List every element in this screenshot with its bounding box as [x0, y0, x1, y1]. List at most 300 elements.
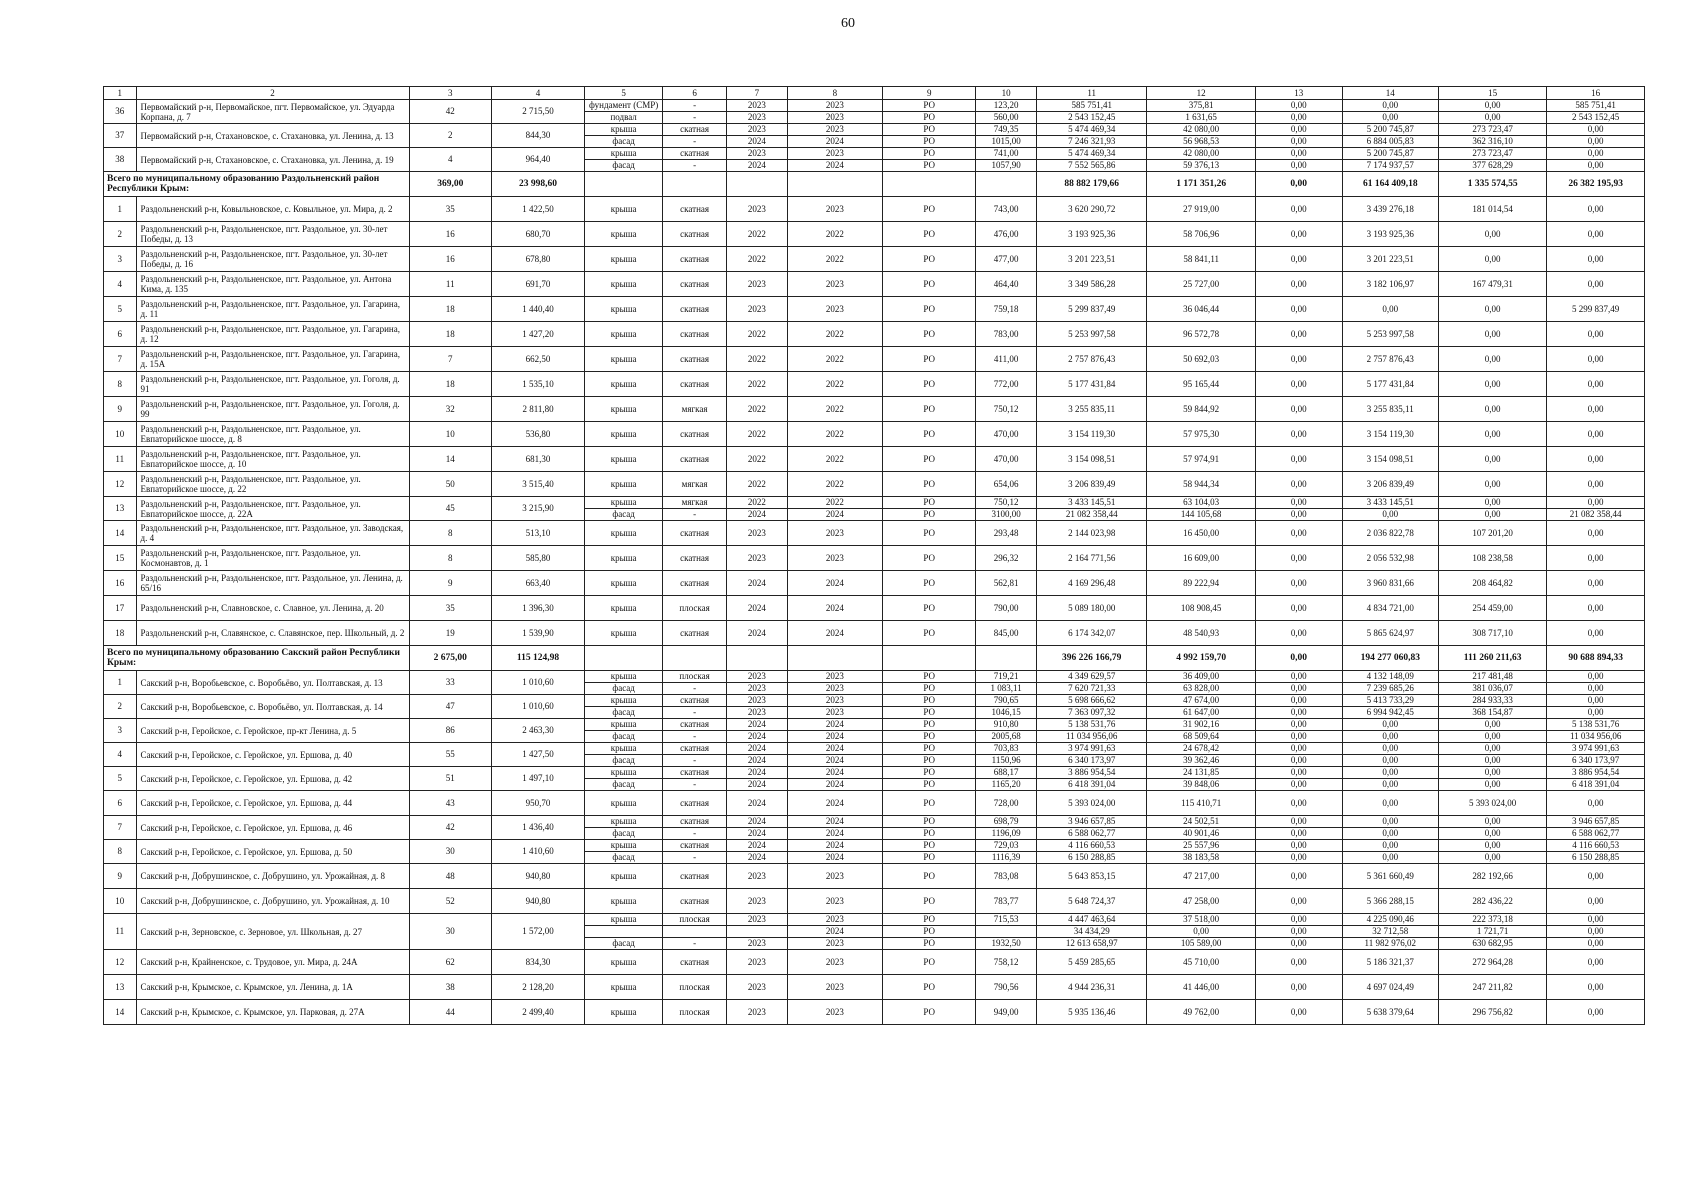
- fund-owners: 0,00: [1547, 975, 1645, 1000]
- plan-year: 2024: [727, 731, 788, 743]
- work-type: крыша: [585, 197, 663, 222]
- area: 698,79: [976, 816, 1037, 828]
- work-type: фасад: [585, 852, 663, 864]
- apartments-count: 35: [409, 596, 491, 621]
- fund-owners: 6 150 288,85: [1547, 852, 1645, 864]
- address: Первомайский р-н, Стахановское, с. Стахановка, ул. Ленина, д. 13: [136, 124, 409, 148]
- executor: РО: [883, 840, 976, 852]
- fund-federal: 0,00: [1255, 397, 1342, 422]
- per-unit-cost: 95 165,44: [1147, 372, 1255, 397]
- table-row: [104, 889, 1645, 914]
- building-area: 2 715,50: [491, 100, 584, 124]
- fund-regional: 3 193 925,36: [1342, 222, 1438, 247]
- plan-year: 2023: [727, 112, 788, 124]
- executor: РО: [883, 596, 976, 621]
- total-cost: 3 154 098,51: [1036, 447, 1147, 472]
- total-cost: 2 144 023,98: [1036, 521, 1147, 546]
- executor: РО: [883, 975, 976, 1000]
- fund-local: 0,00: [1438, 297, 1546, 322]
- work-type: подвал: [585, 112, 663, 124]
- roof-type: -: [663, 938, 727, 950]
- address: Сакский р-н, Геройское, с. Геройское, пр-кт Ленина, д. 5: [136, 719, 409, 743]
- address: Сакский р-н, Добрушинское, с. Добрушино, ул. Урожайная, д. 8: [136, 864, 409, 889]
- total-cost: 6 174 342,07: [1036, 621, 1147, 646]
- plan-year: 2024: [727, 852, 788, 864]
- area: 729,03: [976, 840, 1037, 852]
- work-type: крыша: [585, 247, 663, 272]
- total-label: Всего по муниципальному образованию Сакский район Республики Крым:: [104, 646, 410, 671]
- fund-local: 181 014,54: [1438, 197, 1546, 222]
- apartments-count: 4: [409, 148, 491, 172]
- area: 1932,50: [976, 938, 1037, 950]
- completion-year: 2024: [787, 719, 882, 731]
- area: [976, 926, 1037, 938]
- fund-owners: 21 082 358,44: [1547, 509, 1645, 521]
- fund-federal: 0,00: [1255, 767, 1342, 779]
- work-type: крыша: [585, 546, 663, 571]
- fund-owners: 3 886 954,54: [1547, 767, 1645, 779]
- total-cost: 6 150 288,85: [1036, 852, 1147, 864]
- work-type: крыша: [585, 497, 663, 509]
- fund-local: 0,00: [1438, 840, 1546, 852]
- building-area: 536,80: [491, 422, 584, 447]
- total-cost: 5 089 180,00: [1036, 596, 1147, 621]
- fund-local: 282 436,22: [1438, 889, 1546, 914]
- plan-year: 2024: [727, 840, 788, 852]
- total-cost: 3 255 835,11: [1036, 397, 1147, 422]
- table-body: [104, 87, 1645, 1025]
- fund-regional: 2 757 876,43: [1342, 347, 1438, 372]
- building-area: 1 539,90: [491, 621, 584, 646]
- column-number-cell: 9: [883, 87, 976, 100]
- fund-local: 308 717,10: [1438, 621, 1546, 646]
- completion-year: 2023: [787, 112, 882, 124]
- completion-year: 2023: [787, 683, 882, 695]
- fund-owners: 0,00: [1547, 683, 1645, 695]
- completion-year: 2022: [787, 447, 882, 472]
- work-type: крыша: [585, 975, 663, 1000]
- work-type: крыша: [585, 124, 663, 136]
- apartments-count: 33: [409, 671, 491, 695]
- fund-regional: 0,00: [1342, 509, 1438, 521]
- total-cost: 5 935 136,46: [1036, 1000, 1147, 1025]
- per-unit-cost: 41 446,00: [1147, 975, 1255, 1000]
- total-cost: 5 474 469,34: [1036, 124, 1147, 136]
- area: 296,32: [976, 546, 1037, 571]
- table-row: [104, 272, 1645, 297]
- completion-year: 2022: [787, 397, 882, 422]
- fund-owners: 0,00: [1547, 136, 1645, 148]
- per-unit-cost: 59 844,92: [1147, 397, 1255, 422]
- fund-local: 0,00: [1438, 347, 1546, 372]
- fund-owners: 0,00: [1547, 695, 1645, 707]
- completion-year: 2024: [787, 743, 882, 755]
- address: Раздольненский р-н, Раздольненское, пгт. Раздольное, ул. Гагарина, д. 15А: [136, 347, 409, 372]
- work-type: крыша: [585, 1000, 663, 1025]
- roof-type: скатная: [663, 743, 727, 755]
- fund-federal: 0,00: [1255, 497, 1342, 509]
- fund-federal: 0,00: [1255, 914, 1342, 926]
- executor: РО: [883, 755, 976, 767]
- work-type: крыша: [585, 322, 663, 347]
- building-area: 1 396,30: [491, 596, 584, 621]
- completion-year: 2023: [787, 100, 882, 112]
- per-unit-cost: 25 557,96: [1147, 840, 1255, 852]
- fund-federal: 0,00: [1255, 950, 1342, 975]
- building-area: 662,50: [491, 347, 584, 372]
- fund-local: 222 373,18: [1438, 914, 1546, 926]
- apartments-count: 32: [409, 397, 491, 422]
- area: 750,12: [976, 397, 1037, 422]
- fund-regional: 7 174 937,57: [1342, 160, 1438, 172]
- area: 790,56: [976, 975, 1037, 1000]
- roof-type: скатная: [663, 124, 727, 136]
- work-type: крыша: [585, 272, 663, 297]
- executor: РО: [883, 347, 976, 372]
- row-number: 11: [104, 914, 137, 950]
- plan-year: 2022: [727, 472, 788, 497]
- roof-type: -: [663, 112, 727, 124]
- fund-federal: 0,00: [1255, 571, 1342, 596]
- total-c13: 0,00: [1255, 646, 1342, 671]
- fund-federal: 0,00: [1255, 422, 1342, 447]
- executor: РО: [883, 671, 976, 683]
- area: 743,00: [976, 197, 1037, 222]
- fund-owners: 0,00: [1547, 938, 1645, 950]
- address: Раздольненский р-н, Раздольненское, пгт. Раздольное, ул. Ленина, д. 65/16: [136, 571, 409, 596]
- building-area: 2 463,30: [491, 719, 584, 743]
- per-unit-cost: 24 678,42: [1147, 743, 1255, 755]
- building-area: 663,40: [491, 571, 584, 596]
- per-unit-cost: 47 258,00: [1147, 889, 1255, 914]
- fund-regional: 3 154 119,30: [1342, 422, 1438, 447]
- total-c12: 4 992 159,70: [1147, 646, 1255, 671]
- address: Раздольненский р-н, Раздольненское, пгт. Раздольное, ул. Гоголя, д. 99: [136, 397, 409, 422]
- fund-regional: 5 253 997,58: [1342, 322, 1438, 347]
- building-area: 1 427,20: [491, 322, 584, 347]
- fund-regional: 5 186 321,37: [1342, 950, 1438, 975]
- building-area: 964,40: [491, 148, 584, 172]
- roof-type: плоская: [663, 975, 727, 1000]
- row-number: 9: [104, 397, 137, 422]
- plan-year: 2022: [727, 497, 788, 509]
- plan-year: 2024: [727, 719, 788, 731]
- per-unit-cost: 47 674,00: [1147, 695, 1255, 707]
- fund-federal: 0,00: [1255, 112, 1342, 124]
- work-type: крыша: [585, 596, 663, 621]
- work-type: крыша: [585, 889, 663, 914]
- executor: РО: [883, 222, 976, 247]
- fund-local: 108 238,58: [1438, 546, 1546, 571]
- table-row: [104, 447, 1645, 472]
- fund-owners: 0,00: [1547, 889, 1645, 914]
- fund-local: 0,00: [1438, 397, 1546, 422]
- per-unit-cost: 16 609,00: [1147, 546, 1255, 571]
- roof-type: -: [663, 683, 727, 695]
- fund-regional: 5 200 745,87: [1342, 124, 1438, 136]
- apartments-count: 8: [409, 521, 491, 546]
- building-area: 950,70: [491, 791, 584, 816]
- total-cost: 6 340 173,97: [1036, 755, 1147, 767]
- address: Раздольненский р-н, Раздольненское, пгт. Раздольное, ул. Гоголя, д. 91: [136, 372, 409, 397]
- area: 464,40: [976, 272, 1037, 297]
- table-row: [104, 422, 1645, 447]
- completion-year: 2023: [787, 197, 882, 222]
- apartments-count: 18: [409, 372, 491, 397]
- fund-regional: 0,00: [1342, 112, 1438, 124]
- completion-year: 2022: [787, 247, 882, 272]
- fund-federal: 0,00: [1255, 372, 1342, 397]
- work-type: крыша: [585, 791, 663, 816]
- total-cost: 3 206 839,49: [1036, 472, 1147, 497]
- fund-owners: 0,00: [1547, 914, 1645, 926]
- apartments-count: 19: [409, 621, 491, 646]
- work-type: крыша: [585, 621, 663, 646]
- table-row: [104, 671, 1645, 683]
- row-number: 9: [104, 864, 137, 889]
- column-number-cell: 10: [976, 87, 1037, 100]
- roof-type: мягкая: [663, 497, 727, 509]
- fund-local: 0,00: [1438, 112, 1546, 124]
- fund-federal: 0,00: [1255, 447, 1342, 472]
- fund-owners: 3 946 657,85: [1547, 816, 1645, 828]
- fund-owners: 0,00: [1547, 422, 1645, 447]
- total-cost: 6 418 391,04: [1036, 779, 1147, 791]
- total-c11: 396 226 166,79: [1036, 646, 1147, 671]
- per-unit-cost: 42 080,00: [1147, 148, 1255, 160]
- executor: РО: [883, 852, 976, 864]
- area: 750,12: [976, 497, 1037, 509]
- area: 728,00: [976, 791, 1037, 816]
- plan-year: 2023: [727, 889, 788, 914]
- roof-type: плоская: [663, 1000, 727, 1025]
- roof-type: скатная: [663, 719, 727, 731]
- fund-local: 284 933,33: [1438, 695, 1546, 707]
- row-number: 3: [104, 719, 137, 743]
- total-c16: 90 688 894,33: [1547, 646, 1645, 671]
- plan-year: 2022: [727, 397, 788, 422]
- column-number-row: [104, 87, 1645, 100]
- executor: РО: [883, 322, 976, 347]
- total-c15: 111 260 211,63: [1438, 646, 1546, 671]
- total-c15: 1 335 574,55: [1438, 172, 1546, 197]
- apartments-count: 35: [409, 197, 491, 222]
- total-cost: 3 433 145,51: [1036, 497, 1147, 509]
- empty-cell: [663, 172, 727, 197]
- apartments-count: 55: [409, 743, 491, 767]
- row-number: 18: [104, 621, 137, 646]
- row-number: 38: [104, 148, 137, 172]
- column-number-cell: 13: [1255, 87, 1342, 100]
- completion-year: 2023: [787, 975, 882, 1000]
- total-cost: 5 177 431,84: [1036, 372, 1147, 397]
- row-number: 3: [104, 247, 137, 272]
- fund-federal: 0,00: [1255, 671, 1342, 683]
- fund-regional: 5 865 624,97: [1342, 621, 1438, 646]
- total-cost: 5 393 024,00: [1036, 791, 1147, 816]
- fund-regional: 0,00: [1342, 852, 1438, 864]
- fund-regional: 5 177 431,84: [1342, 372, 1438, 397]
- work-type: фундамент (СМР): [585, 100, 663, 112]
- fund-regional: 0,00: [1342, 779, 1438, 791]
- row-number: 12: [104, 472, 137, 497]
- fund-federal: 0,00: [1255, 347, 1342, 372]
- apartments-count: 47: [409, 695, 491, 719]
- fund-federal: 0,00: [1255, 247, 1342, 272]
- fund-regional: 3 439 276,18: [1342, 197, 1438, 222]
- executor: РО: [883, 695, 976, 707]
- work-type: крыша: [585, 914, 663, 926]
- roof-type: плоская: [663, 914, 727, 926]
- plan-year: 2023: [727, 272, 788, 297]
- fund-local: 0,00: [1438, 816, 1546, 828]
- fund-local: 5 393 024,00: [1438, 791, 1546, 816]
- fund-federal: 0,00: [1255, 975, 1342, 1000]
- per-unit-cost: 25 727,00: [1147, 272, 1255, 297]
- roof-type: скатная: [663, 322, 727, 347]
- completion-year: 2023: [787, 938, 882, 950]
- total-cost: 4 116 660,53: [1036, 840, 1147, 852]
- area: 783,08: [976, 864, 1037, 889]
- address: Раздольненский р-н, Раздольненское, пгт. Раздольное, ул. 30-лет Победы, д. 13: [136, 222, 409, 247]
- roof-type: скатная: [663, 247, 727, 272]
- roof-type: скатная: [663, 889, 727, 914]
- fund-local: 0,00: [1438, 779, 1546, 791]
- address: Раздольненский р-н, Раздольненское, пгт. Раздольное, ул. Антона Кима, д. 135: [136, 272, 409, 297]
- completion-year: 2023: [787, 124, 882, 136]
- fund-local: 0,00: [1438, 767, 1546, 779]
- row-number: 17: [104, 596, 137, 621]
- area: 293,48: [976, 521, 1037, 546]
- fund-local: 107 201,20: [1438, 521, 1546, 546]
- apartments-count: 52: [409, 889, 491, 914]
- completion-year: 2024: [787, 791, 882, 816]
- fund-regional: 4 132 148,09: [1342, 671, 1438, 683]
- fund-regional: 0,00: [1342, 731, 1438, 743]
- fund-federal: 0,00: [1255, 160, 1342, 172]
- area: 790,00: [976, 596, 1037, 621]
- plan-year: 2023: [727, 1000, 788, 1025]
- table-row: [104, 497, 1645, 509]
- plan-year: 2023: [727, 950, 788, 975]
- fund-federal: 0,00: [1255, 816, 1342, 828]
- executor: РО: [883, 160, 976, 172]
- per-unit-cost: 57 975,30: [1147, 422, 1255, 447]
- area: 758,12: [976, 950, 1037, 975]
- plan-year: 2023: [727, 707, 788, 719]
- table-row: [104, 397, 1645, 422]
- fund-federal: 0,00: [1255, 731, 1342, 743]
- per-unit-cost: 89 222,94: [1147, 571, 1255, 596]
- total-cost: 3 201 223,51: [1036, 247, 1147, 272]
- column-number-cell: 1: [104, 87, 137, 100]
- fund-local: 208 464,82: [1438, 571, 1546, 596]
- roof-type: скатная: [663, 372, 727, 397]
- column-number-cell: 11: [1036, 87, 1147, 100]
- row-number: 1: [104, 197, 137, 222]
- fund-federal: 0,00: [1255, 889, 1342, 914]
- building-area: 2 811,80: [491, 397, 584, 422]
- row-number: 16: [104, 571, 137, 596]
- work-type: крыша: [585, 743, 663, 755]
- area: 411,00: [976, 347, 1037, 372]
- fund-federal: 0,00: [1255, 719, 1342, 731]
- completion-year: 2024: [787, 852, 882, 864]
- work-type: крыша: [585, 148, 663, 160]
- fund-regional: 3 255 835,11: [1342, 397, 1438, 422]
- fund-owners: 0,00: [1547, 926, 1645, 938]
- executor: РО: [883, 828, 976, 840]
- area: 1015,00: [976, 136, 1037, 148]
- completion-year: 2023: [787, 521, 882, 546]
- executor: РО: [883, 297, 976, 322]
- completion-year: 2024: [787, 755, 882, 767]
- roof-type: -: [663, 755, 727, 767]
- fund-owners: 0,00: [1547, 447, 1645, 472]
- apartments-count: 14: [409, 447, 491, 472]
- executor: РО: [883, 719, 976, 731]
- row-number: 8: [104, 840, 137, 864]
- table-row: [104, 695, 1645, 707]
- area: 783,77: [976, 889, 1037, 914]
- row-number: 13: [104, 975, 137, 1000]
- area: 772,00: [976, 372, 1037, 397]
- area: 123,20: [976, 100, 1037, 112]
- address: Раздольненский р-н, Раздольненское, пгт. Раздольное, ул. Евпаторийское шоссе, д. 22А: [136, 497, 409, 521]
- roof-type: плоская: [663, 596, 727, 621]
- fund-owners: 0,00: [1547, 497, 1645, 509]
- column-number-cell: 3: [409, 87, 491, 100]
- column-number-cell: 16: [1547, 87, 1645, 100]
- total-cost: 7 620 721,33: [1036, 683, 1147, 695]
- executor: РО: [883, 372, 976, 397]
- total-cost: 5 459 285,65: [1036, 950, 1147, 975]
- per-unit-cost: 56 968,53: [1147, 136, 1255, 148]
- roof-type: скатная: [663, 695, 727, 707]
- fund-regional: 5 638 379,64: [1342, 1000, 1438, 1025]
- roof-type: скатная: [663, 791, 727, 816]
- plan-year: 2023: [727, 100, 788, 112]
- table-row: [104, 791, 1645, 816]
- total-cost: 4 169 296,48: [1036, 571, 1147, 596]
- roof-type: мягкая: [663, 472, 727, 497]
- roof-type: -: [663, 160, 727, 172]
- row-number: 8: [104, 372, 137, 397]
- work-type: крыша: [585, 816, 663, 828]
- plan-year: 2024: [727, 160, 788, 172]
- table-row: [104, 347, 1645, 372]
- work-type: крыша: [585, 422, 663, 447]
- total-cost: 12 613 658,97: [1036, 938, 1147, 950]
- per-unit-cost: 24 502,51: [1147, 816, 1255, 828]
- executor: РО: [883, 864, 976, 889]
- total-cost: 5 253 997,58: [1036, 322, 1147, 347]
- plan-year: 2022: [727, 447, 788, 472]
- executor: РО: [883, 247, 976, 272]
- fund-local: 217 481,48: [1438, 671, 1546, 683]
- total-apartments: 2 675,00: [409, 646, 491, 671]
- completion-year: 2023: [787, 148, 882, 160]
- building-area: 834,30: [491, 950, 584, 975]
- apartments-count: 2: [409, 124, 491, 148]
- fund-local: 247 211,82: [1438, 975, 1546, 1000]
- plan-year: 2024: [727, 791, 788, 816]
- per-unit-cost: 68 509,64: [1147, 731, 1255, 743]
- completion-year: 2024: [787, 509, 882, 521]
- table-row: [104, 596, 1645, 621]
- fund-owners: 0,00: [1547, 864, 1645, 889]
- building-area: 1 410,60: [491, 840, 584, 864]
